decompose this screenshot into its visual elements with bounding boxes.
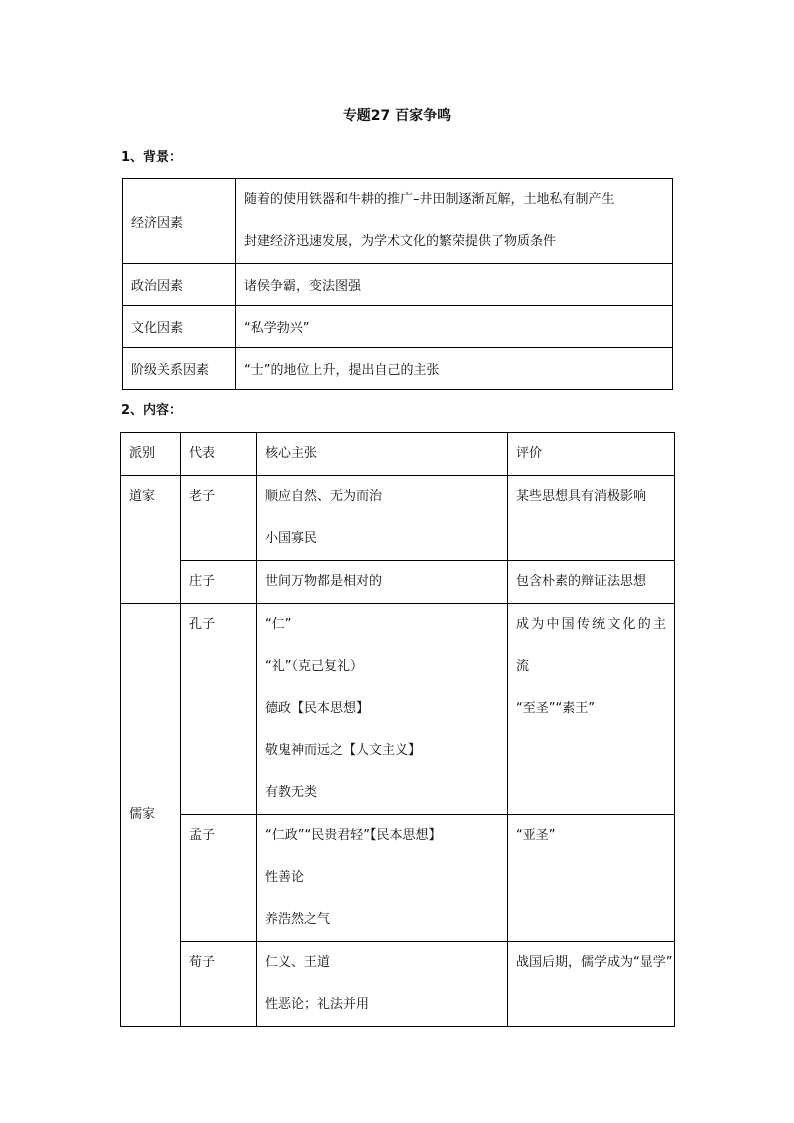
rep-cell: 庄子	[181, 561, 257, 604]
description-line: 封建经济迅速发展，为学术文化的繁荣提供了物质条件	[244, 234, 557, 249]
table-row	[123, 264, 673, 306]
table-header-row	[121, 433, 675, 476]
section-heading-background: 1、背景：	[121, 150, 183, 165]
factor-cell: 经济因素	[123, 179, 236, 264]
rep-cell: 老子	[181, 476, 257, 561]
description-cell	[236, 179, 673, 264]
header-school: 派别	[121, 433, 181, 476]
rep-cell: 荀子	[181, 942, 257, 1027]
claims-cell: “仁政”“民贵君轻”【民本思想】 性善论 养浩然之气	[257, 815, 508, 942]
claims-cell: 世间万物都是相对的	[257, 561, 508, 604]
factor-cell: 政治因素	[123, 264, 236, 306]
eval-cell: 包含朴素的辩证法思想	[508, 561, 675, 604]
claims-cell: 顺应自然、无为而治 小国寡民	[257, 476, 508, 561]
table-row	[121, 815, 675, 942]
background-table	[122, 178, 673, 390]
table-row	[121, 561, 675, 604]
eval-cell: 成为中国传统文化的主 流 “至圣”“素王”	[508, 604, 675, 815]
school-cell-rujia: 儒家	[121, 604, 181, 1027]
header-representative: 代表	[181, 433, 257, 476]
table-row	[121, 476, 675, 561]
table-row	[123, 348, 673, 390]
section-heading-content: 2、内容：	[121, 403, 183, 418]
factor-cell: 文化因素	[123, 306, 236, 348]
claims-cell: 仁义、王道 性恶论；礼法并用	[257, 942, 508, 1027]
description-cell: “私学勃兴”	[236, 306, 673, 348]
rep-cell: 孔子	[181, 604, 257, 815]
table-row	[123, 179, 673, 264]
description-cell: 诸侯争霸，变法图强	[236, 264, 673, 306]
header-evaluation: 评价	[508, 433, 675, 476]
school-cell-daojia: 道家	[121, 476, 181, 604]
table-row	[121, 604, 675, 815]
page-title: 专题27 百家争鸣	[342, 108, 452, 124]
eval-cell: 某些思想具有消极影响	[508, 476, 675, 561]
description-cell: “士”的地位上升，提出自己的主张	[236, 348, 673, 390]
eval-cell: 战国后期，儒学成为“显学”	[508, 942, 675, 1027]
table-row	[121, 942, 675, 1027]
rep-cell: 孟子	[181, 815, 257, 942]
eval-cell: “亚圣”	[508, 815, 675, 942]
claims-cell: “仁” “礼”（克己复礼） 德政【民本思想】 敬鬼神而远之【人文主义】 有教无类	[257, 604, 508, 815]
header-claims: 核心主张	[257, 433, 508, 476]
factor-cell: 阶级关系因素	[123, 348, 236, 390]
content-table	[120, 432, 675, 1027]
description-line: 随着的使用铁器和牛耕的推广–井田制逐渐瓦解，土地私有制产生	[244, 192, 615, 207]
table-row	[123, 306, 673, 348]
